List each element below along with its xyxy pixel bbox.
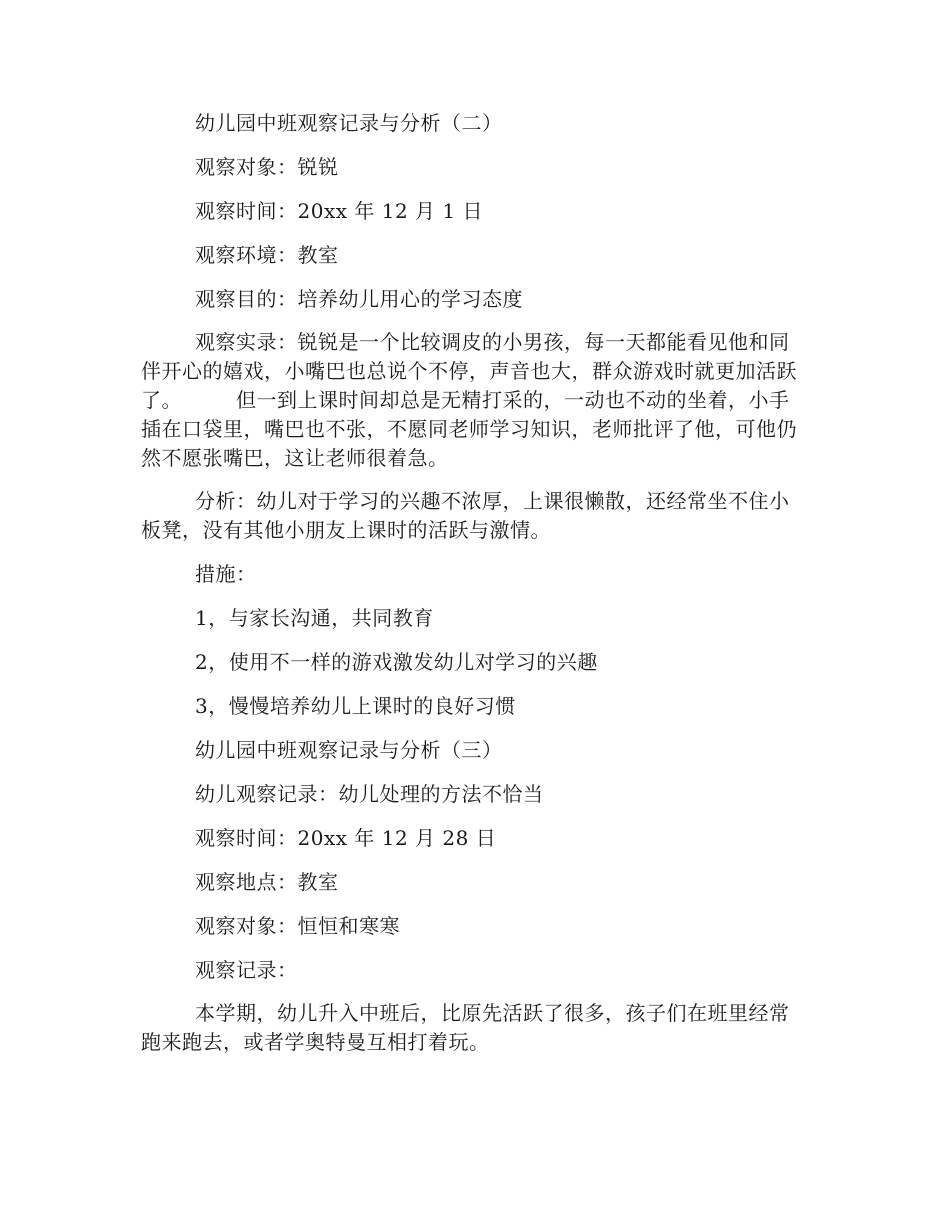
measure-item-2: 2，使用不一样的游戏激发幼儿对学习的兴趣 (195, 650, 598, 674)
analysis-paragraph: 分析：幼儿对于学习的兴趣不浓厚，上课很懒散，还经常坐不住小板凳，没有其他小朋友上课时的活跃与激情。 (141, 489, 790, 542)
observation-record-part-1: 观察实录：锐锐是一个比较调皮的小男孩，每一天都能看见他和同伴开心的嬉戏，小嘴巴也总说个不停，声音也大，群众游戏时就更加活跃了。 (141, 330, 797, 412)
measure-item-3: 3，慢慢培养幼儿上课时的良好习惯 (195, 694, 516, 718)
observation-record-part-2: 但一到上课时间却总是无精打采的，一动也不动的坐着，小手插在口袋里，嘴巴也不张，不愿同老师学习知识，老师批评了他，可他仍然不愿张嘴巴，这让老师很着急。 (141, 388, 797, 470)
measures-heading: 措施： (195, 562, 257, 586)
observation-goal: 观察目的：培养幼儿用心的学习态度 (195, 287, 523, 311)
observation-record-text: 本学期，幼儿升入中班后，比原先活跃了很多，孩子们在班里经常跑来跑去，或者学奥特曼互相打着玩。 (141, 1001, 790, 1054)
section-3-title: 幼儿园中班观察记录与分析（三） (195, 738, 503, 762)
observation-record-paragraph (141, 328, 806, 473)
observation-time-2: 观察时间：20xx 年 12 月 28 日 (195, 826, 497, 850)
observation-time: 观察时间：20xx 年 12 月 1 日 (195, 199, 483, 223)
measure-item-1: 1，与家长沟通，共同教育 (195, 606, 434, 630)
observation-object-2: 观察对象：恒恒和寒寒 (195, 914, 400, 938)
child-observation-record-title: 幼儿观察记录：幼儿处理的方法不恰当 (195, 782, 544, 806)
observation-record-label: 观察记录： (195, 958, 298, 982)
observation-place: 观察地点：教室 (195, 870, 339, 894)
section-2-title: 幼儿园中班观察记录与分析（二） (195, 111, 503, 135)
document-page (141, 108, 806, 1071)
observation-environment: 观察环境：教室 (195, 243, 339, 267)
observation-object: 观察对象：锐锐 (195, 155, 339, 179)
